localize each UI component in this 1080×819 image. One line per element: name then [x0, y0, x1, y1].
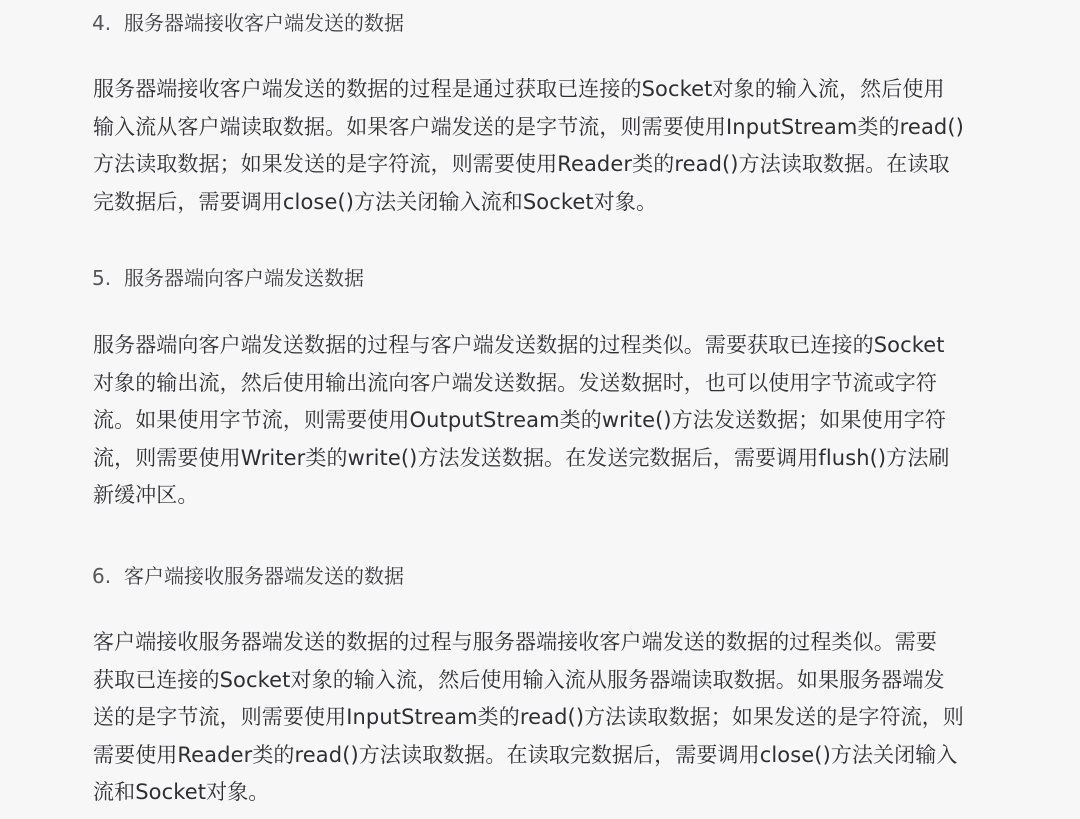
- paragraph-line: 流和Socket对象。: [93, 780, 270, 804]
- paragraph-line: 服务器端向客户端发送数据的过程与客户端发送数据的过程类似。需要获取已连接的Socket: [93, 333, 945, 357]
- section-title: 服务器端接收客户端发送的数据: [124, 11, 404, 35]
- section-heading-5: [92, 263, 364, 293]
- paragraph-line: 完数据后，需要调用close()方法关闭输入流和Socket对象。: [93, 189, 658, 214]
- paragraph-line: 客户端接收服务器端发送的数据的过程与服务器端接收客户端发送的数据的过程类似。需要: [93, 630, 937, 654]
- paragraph-line: 获取已连接的Socket对象的输入流，然后使用输入流从服务器端读取数据。如果服务器端发: [93, 667, 945, 692]
- section-title: 服务器端向客户端发送数据: [124, 266, 364, 290]
- paragraph-line: 流，则需要使用Writer类的write()方法发送数据。在发送完数据后，需要调用flush()方法刷: [93, 445, 950, 470]
- section-number: 4.: [92, 11, 112, 35]
- section-title: 客户端接收服务器端发送的数据: [124, 564, 404, 588]
- paragraph-line: 服务器端接收客户端发送的数据的过程是通过获取已连接的Socket对象的输入流，然后使用: [93, 77, 945, 101]
- paragraph-line: 需要使用Reader类的read()方法读取数据。在读取完数据后，需要调用close()方法关闭输入: [93, 742, 958, 767]
- paragraph-line: 新缓冲区。: [93, 483, 199, 507]
- section-heading-6: [92, 561, 404, 591]
- section-paragraph-6: [93, 624, 964, 812]
- paragraph-line: 对象的输出流，然后使用输出流向客户端发送数据。发送数据时，也可以使用字节流或字符: [93, 370, 937, 395]
- paragraph-line: 方法读取数据；如果发送的是字符流，则需要使用Reader类的read()方法读取数据。在读取: [93, 152, 950, 176]
- paragraph-line: 流。如果使用字节流，则需要使用OutputStream类的write()方法发送数据；如果使用字符: [93, 408, 947, 432]
- section-number: 5.: [92, 266, 112, 290]
- section-number: 6.: [92, 564, 112, 588]
- section-heading-4: [92, 8, 404, 38]
- section-paragraph-5: [93, 327, 950, 515]
- paragraph-line: 输入流从客户端读取数据。如果客户端发送的是字节流，则需要使用InputStream类的read(): [93, 114, 964, 139]
- paragraph-line: 送的是字节流，则需要使用InputStream类的read()方法读取数据；如果发送的是字符流，则: [93, 705, 964, 729]
- section-paragraph-4: [93, 71, 964, 221]
